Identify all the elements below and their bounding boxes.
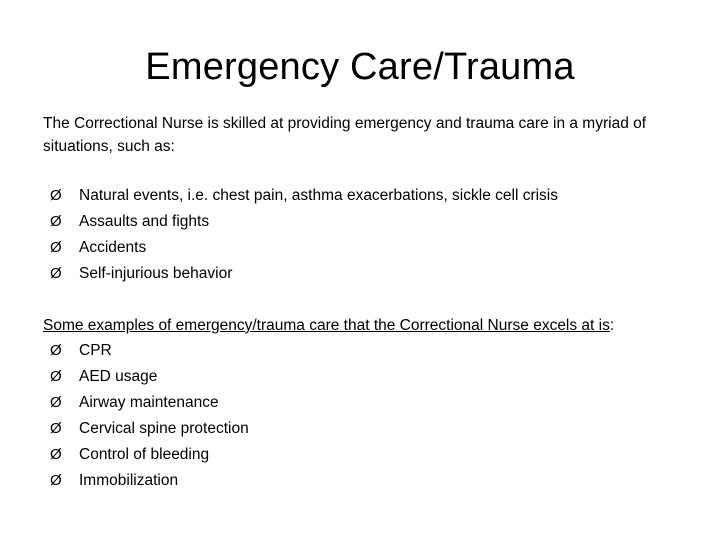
list-item bbox=[50, 416, 249, 442]
examples-heading-text: Some examples of emergency/trauma care that the Correctional Nurse excels at is bbox=[43, 317, 610, 334]
list-item-text: Accidents bbox=[79, 239, 147, 256]
arrow-bullet-icon: Ø bbox=[50, 446, 62, 463]
arrow-bullet-icon: Ø bbox=[50, 342, 62, 359]
examples-heading-colon: : bbox=[609, 317, 615, 334]
arrow-bullet-icon: Ø bbox=[50, 472, 62, 489]
list-item bbox=[50, 468, 249, 494]
arrow-bullet-icon: Ø bbox=[50, 420, 62, 437]
arrow-bullet-icon: Ø bbox=[50, 239, 62, 256]
list-item bbox=[50, 442, 249, 468]
arrow-bullet-icon: Ø bbox=[50, 368, 62, 385]
list-item-text: Self-injurious behavior bbox=[79, 265, 233, 282]
arrow-bullet-icon: Ø bbox=[50, 265, 62, 282]
situations-list bbox=[50, 183, 558, 287]
arrow-bullet-icon: Ø bbox=[50, 213, 62, 230]
arrow-bullet-icon: Ø bbox=[50, 187, 62, 204]
list-item-text: Airway maintenance bbox=[79, 394, 219, 411]
examples-heading bbox=[43, 313, 614, 339]
list-item bbox=[50, 209, 558, 235]
arrow-bullet-icon: Ø bbox=[50, 394, 62, 411]
list-item bbox=[50, 235, 558, 261]
list-item-text: Immobilization bbox=[79, 472, 179, 489]
list-item bbox=[50, 390, 249, 416]
list-item-text: CPR bbox=[79, 342, 112, 359]
list-item bbox=[50, 261, 558, 287]
list-item bbox=[50, 364, 249, 390]
intro-paragraph: The Correctional Nurse is skilled at providing emergency and trauma care in a myriad of situations, such as: bbox=[43, 115, 647, 155]
examples-list bbox=[50, 338, 249, 494]
list-item bbox=[50, 183, 558, 209]
list-item-text: Assaults and fights bbox=[79, 213, 210, 230]
list-item bbox=[50, 338, 249, 364]
list-item-text: AED usage bbox=[79, 368, 158, 385]
list-item-text: Control of bleeding bbox=[79, 446, 210, 463]
list-item-text: Natural events, i.e. chest pain, asthma exacerbations, sickle cell crisis bbox=[79, 187, 558, 204]
list-item-text: Cervical spine protection bbox=[79, 420, 249, 437]
slide-title: Emergency Care/Trauma bbox=[145, 46, 575, 88]
